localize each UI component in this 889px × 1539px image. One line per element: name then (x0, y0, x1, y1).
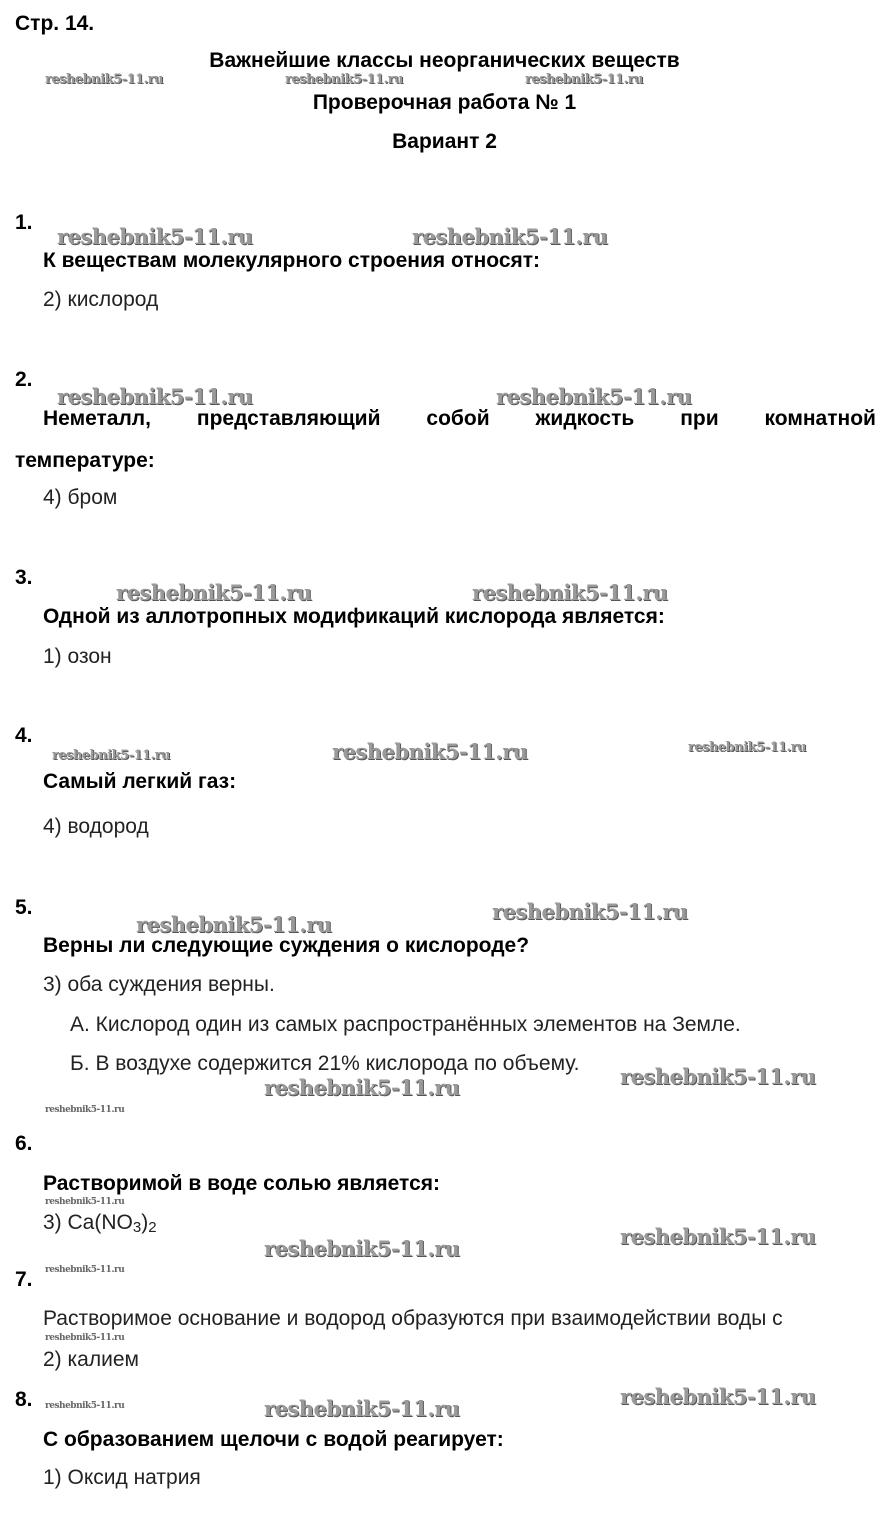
watermark: reshebnik5-11.ru (57, 224, 253, 249)
question-word: при (680, 407, 719, 430)
question-word: представляющий (196, 407, 381, 430)
answer-text: 3) $Ca(NO_3)_2$ (43, 1211, 157, 1236)
watermark: reshebnik5-11.ru (264, 1396, 460, 1421)
answer-text: 2) калием (43, 1348, 139, 1371)
watermark: reshebnik5-11.ru (332, 739, 528, 764)
watermark: reshebnik5-11.ru (492, 899, 688, 924)
question-text: Верны ли следующие суждения о кислороде? (43, 934, 530, 957)
watermark: reshebnik5-11.ru (620, 1224, 816, 1249)
question-word: собой (426, 407, 490, 430)
question-word: Неметалл, (43, 407, 151, 430)
question-text: Одной из аллотропных модификаций кислорода является: (43, 605, 665, 628)
page-title: Важнейшие классы неорганических веществ (209, 49, 680, 72)
item-number: 8. (15, 1388, 33, 1411)
watermark: reshebnik5-11.ru (264, 1075, 460, 1100)
page-subtitle: Проверочная работа № 1 (312, 91, 577, 114)
question-text: К веществам молекулярного строения относят: (43, 249, 541, 272)
watermark: reshebnik5-11.ru (496, 384, 692, 409)
question-text: Растворимой в воде солью является: (43, 1172, 440, 1195)
watermark: reshebnik5-11.ru (620, 1064, 816, 1089)
item-number: 5. (15, 896, 33, 919)
watermark: reshebnik5-11.ru (45, 1105, 125, 1115)
watermark: reshebnik5-11.ru (52, 748, 171, 763)
watermark: reshebnik5-11.ru (285, 72, 404, 87)
watermark: reshebnik5-11.ru (136, 912, 332, 937)
watermark: reshebnik5-11.ru (45, 1197, 125, 1207)
watermark: reshebnik5-11.ru (116, 580, 312, 605)
question-text: С образованием щелочи с водой реагирует: (43, 1428, 504, 1451)
watermark: reshebnik5-11.ru (45, 1401, 125, 1411)
question-text: Самый легкий газ: (43, 770, 237, 793)
answer-text: 4) водород (43, 815, 149, 838)
item-number: 2. (15, 368, 33, 391)
item-number: 4. (15, 724, 33, 747)
variant-label: Вариант 2 (392, 130, 497, 153)
watermark: reshebnik5-11.ru (45, 1333, 125, 1343)
page-label: Стр. 14. (15, 12, 95, 35)
statement-b: Б. В воздухе содержится 21% кислорода по объему. (70, 1052, 580, 1075)
watermark: reshebnik5-11.ru (264, 1236, 460, 1261)
answer-text: 1) Оксид натрия (43, 1466, 201, 1489)
item-number: 1. (15, 211, 33, 234)
watermark: reshebnik5-11.ru (45, 72, 164, 87)
question-word: жидкость (535, 407, 635, 430)
watermark: reshebnik5-11.ru (57, 384, 253, 409)
watermark: reshebnik5-11.ru (472, 580, 668, 605)
statement-a: А. Кислород один из самых распространённых элементов на Земле. (70, 1013, 741, 1036)
question-word: комнатной (764, 407, 876, 430)
item-number: 7. (15, 1268, 33, 1291)
watermark: reshebnik5-11.ru (525, 72, 644, 87)
watermark: reshebnik5-11.ru (688, 740, 807, 755)
answer-text: 2) кислород (43, 288, 159, 311)
watermark: reshebnik5-11.ru (45, 1265, 125, 1275)
question-text (43, 407, 876, 431)
question-text-continued: температуре: (15, 449, 155, 472)
answer-text: 1) озон (43, 645, 112, 668)
item-number: 3. (15, 566, 33, 589)
question-text: Растворимое основание и водород образуются при взаимодействии воды с (43, 1307, 783, 1330)
watermark: reshebnik5-11.ru (412, 224, 608, 249)
watermark: reshebnik5-11.ru (620, 1384, 816, 1409)
answer-text: 4) бром (43, 486, 118, 509)
answer-text: 3) оба суждения верны. (43, 973, 275, 996)
item-number: 6. (15, 1132, 33, 1155)
